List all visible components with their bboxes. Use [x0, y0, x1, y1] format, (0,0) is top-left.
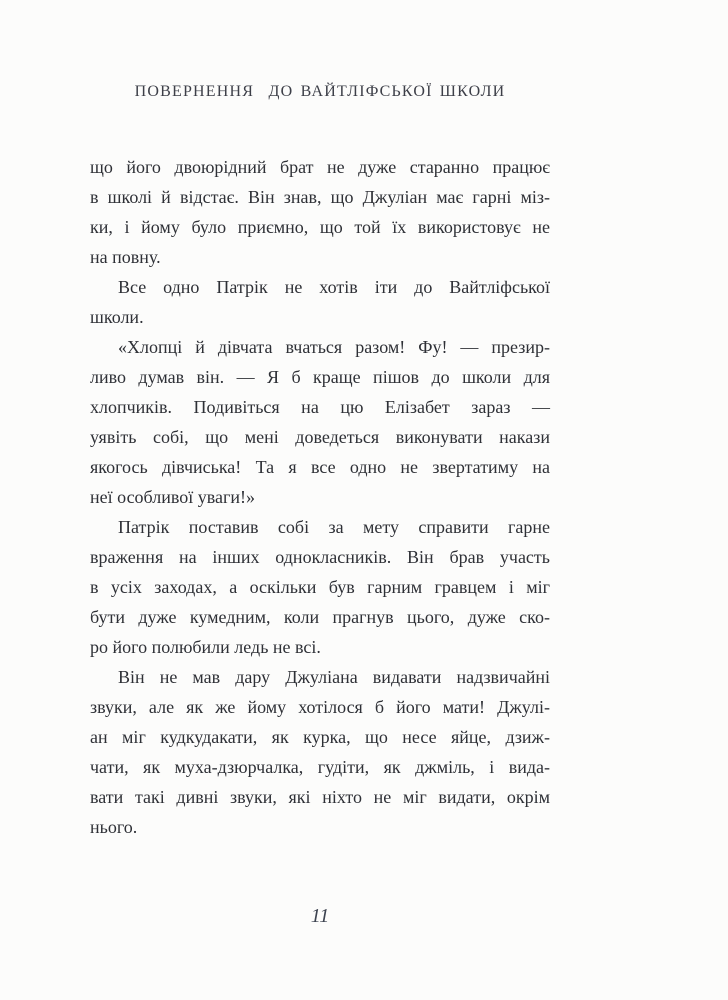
text-line: вати такі дивні звуки, які ніхто не міг видати, окрім	[90, 787, 550, 807]
text-line: в школі й відстає. Він знав, що Джуліан має гарні міз-	[90, 187, 550, 207]
text-line: ки, і йому було приємно, що той їх використовує не	[90, 217, 550, 237]
text-line: нього.	[90, 817, 138, 837]
text-line: хлопчиків. Подивіться на цю Елізабет зараз —	[90, 397, 550, 417]
text-line: ливо думав він. — Я б краще пішов до школи для	[90, 367, 550, 387]
text-line: в усіх заходах, а оскільки був гарним гравцем і міг	[90, 577, 550, 597]
text-line: звуки, але як же йому хотілося б його мати! Джулі-	[90, 697, 550, 717]
text-line: що його двоюрідний брат не дуже старанно працює	[90, 157, 550, 177]
text-line: Все одно Патрік не хотів іти до Вайтліфської	[118, 277, 550, 297]
text-line: ро його полюбили ледь не всі.	[90, 637, 321, 657]
text-line: Він не мав дару Джуліана видавати надзвичайні	[118, 667, 550, 687]
text-line: чати, як муха-дзюрчалка, гудіти, як джміль, і вида-	[90, 757, 550, 777]
text-line: ан міг кудкудакати, як курка, що несе яйце, дзиж-	[90, 727, 550, 747]
text-line: враження на інших однокласників. Він брав участь	[90, 547, 550, 567]
body-text	[90, 152, 550, 842]
text-line: якогось дівчиська! Та я все одно не звертатиму на	[90, 457, 550, 477]
text-line: Патрік поставив собі за мету справити гарне	[118, 517, 550, 537]
text-line: «Хлопці й дівчата вчаться разом! Фу! — презир-	[118, 337, 550, 357]
page-number: 11	[310, 905, 330, 927]
text-line: на повну.	[90, 247, 161, 267]
text-line: школи.	[90, 307, 144, 327]
text-line: бути дуже кумедним, коли прагнув цього, дуже ско-	[90, 607, 550, 627]
running-header: ПОВЕРНЕННЯ ДО ВАЙТЛІФСЬКОЇ ШКОЛИ	[134, 83, 506, 100]
text-line: неї особливої уваги!»	[90, 487, 256, 507]
text-line: уявіть собі, що мені доведеться виконувати накази	[90, 427, 550, 447]
